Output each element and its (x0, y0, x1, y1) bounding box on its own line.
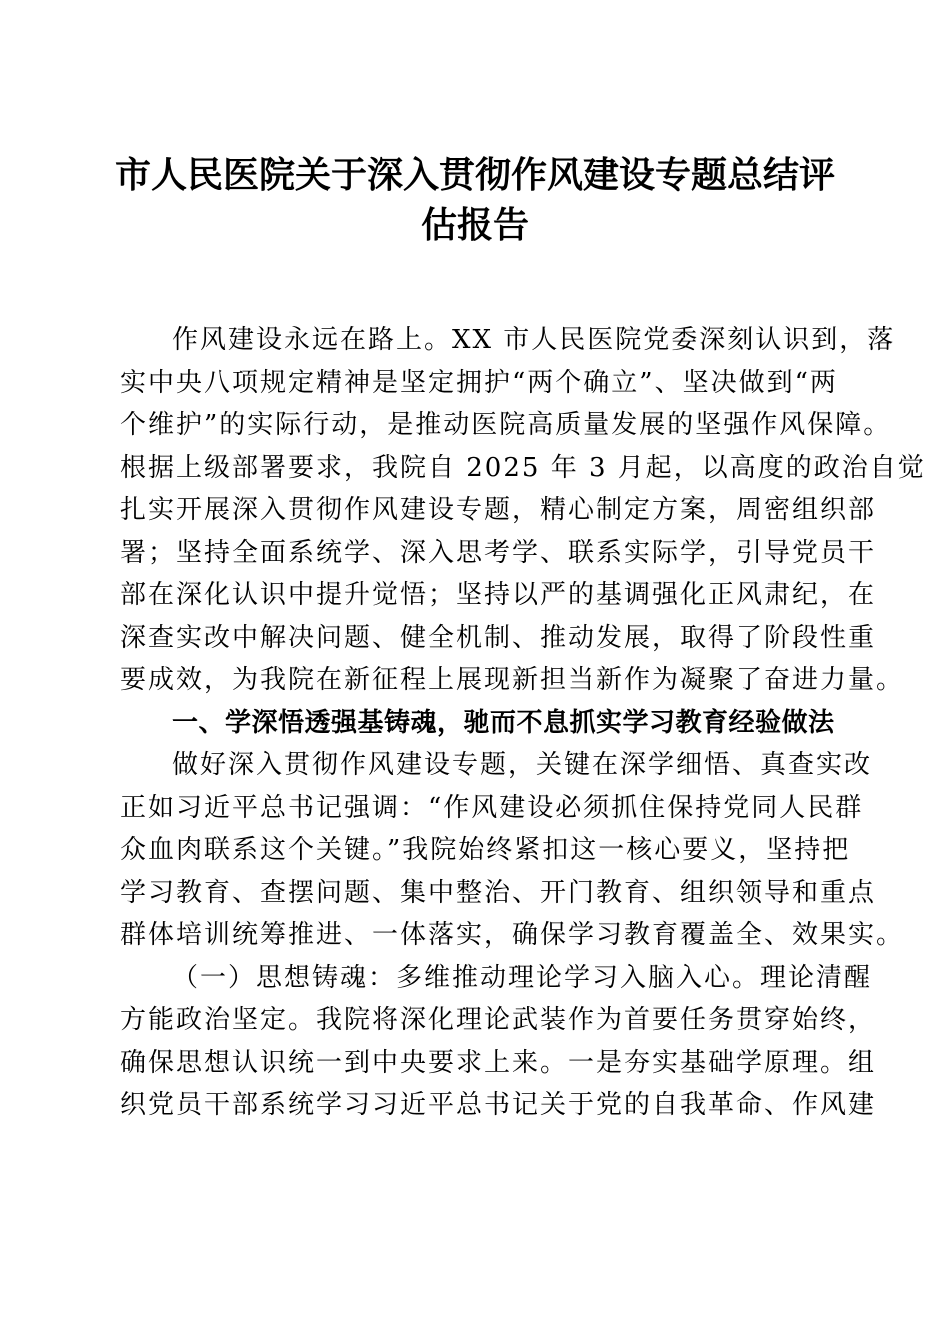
paragraph-line: 正如习近平总书记强调：“作风建设必须抓住保持党同人民群 (120, 792, 864, 823)
paragraph-line: 群体培训统筹推进、一体落实，确保学习教育覆盖全、效果实。 (120, 920, 905, 950)
title-line-2: 估报告 (420, 204, 529, 246)
paragraph-line: 众血肉联系这个关键。”我院始终紧扣这一核心要义，坚持把 (120, 835, 851, 865)
paragraph-line: 个维护”的实际行动，是推动医院高质量发展的坚强作风保障。 (120, 410, 892, 440)
paragraph-line: 学习教育、查摆问题、集中整治、开门教育、组织领导和重点 (120, 877, 877, 908)
document-body (120, 319, 926, 1127)
paragraph-line: 确保思想认识统一到中央要求上来。一是夯实基础学原理。组 (120, 1047, 877, 1078)
paragraph-line: 部在深化认识中提升觉悟；坚持以严的基调强化正风肃纪，在 (120, 580, 877, 610)
paragraph-line: 深查实改中解决问题、健全机制、推动发展，取得了阶段性重 (120, 622, 877, 653)
paragraph-line: 根据上级部署要求，我院自 2025 年 3 月起，以高度的政治自觉 (120, 452, 926, 483)
paragraph-line: 方能政治坚定。我院将深化理论武装作为首要任务贯穿始终， (120, 1005, 877, 1035)
section-heading: 一、学深悟透强基铸魂，驰而不息抓实学习教育经验做法 (172, 707, 835, 738)
paragraph-line: 作风建设永远在路上。XX 市人民医院党委深刻认识到，落 (172, 325, 896, 355)
paragraph-line: 做好深入贯彻作风建设专题，关键在深学细悟、真查实改 (172, 750, 873, 780)
paragraph-line: 要成效，为我院在新征程上展现新担当新作为凝聚了奋进力量。 (120, 665, 905, 695)
subsection-line: （一）思想铸魂：多维推动理论学习入脑入心。理论清醒 (172, 962, 873, 993)
document-title (110, 150, 840, 250)
paragraph-line: 署；坚持全面系统学、深入思考学、联系实际学，引导党员干 (120, 537, 877, 568)
title-line-1: 市人民医院关于深入贯彻作风建设专题总结评 (114, 154, 835, 196)
paragraph-line: 实中央八项规定精神是坚定拥护“两个确立”、坚决做到“两 (120, 367, 838, 398)
paragraph-line: 织党员干部系统学习习近平总书记关于党的自我革命、作风建 (120, 1090, 877, 1120)
paragraph-line: 扎实开展深入贯彻作风建设专题，精心制定方案，周密组织部 (120, 495, 877, 525)
